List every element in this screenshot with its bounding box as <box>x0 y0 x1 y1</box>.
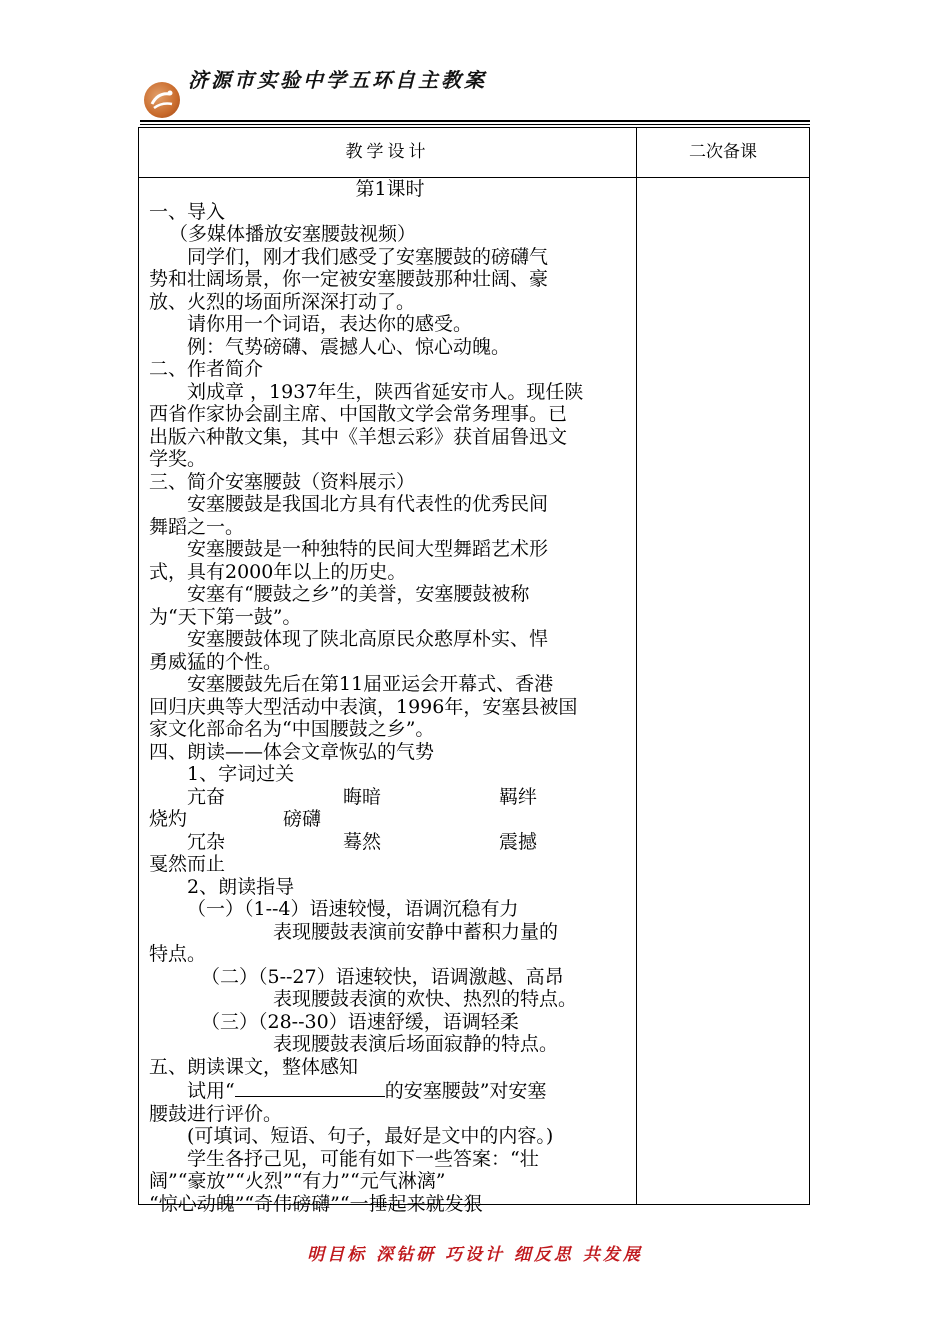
vocab-word: 蓦然 <box>343 830 382 853</box>
lesson-period: 第1课时 <box>355 178 425 200</box>
text-line: 学生各抒己见，可能有如下一些答案：“壮 <box>187 1147 539 1170</box>
section-heading: 三、简介安塞腰鼓（资料展示） <box>149 470 416 493</box>
text-line: 安塞腰鼓是我国北方具有代表性的优秀民间 <box>187 493 549 515</box>
lesson-table <box>138 127 810 1215</box>
text-line: 家文化部命名为“中国腰鼓之乡”。 <box>149 718 435 740</box>
text-line: 安塞腰鼓体现了陕北高原民众憨厚朴实、悍 <box>187 628 549 650</box>
section-heading: 四、朗读——体会文章恢弘的气势 <box>149 740 435 763</box>
section-heading: 五、朗读课文，整体感知 <box>149 1055 359 1078</box>
vocab-row <box>149 853 631 876</box>
text-line: 势和壮阔场景，你一定被安塞腰鼓那种壮阔、豪 <box>149 268 549 290</box>
text-line: 请你用一个词语，表达你的感受。 <box>187 313 473 335</box>
section-heading: 二、作者简介 <box>149 358 264 380</box>
text-line: 出版六种散文集，其中《羊想云彩》获首届鲁迅文 <box>149 425 568 448</box>
vocab-word: 磅礴 <box>283 808 322 830</box>
text-line: 回归庆典等大型活动中表演，1996年，安塞县被国 <box>149 695 578 718</box>
text-fragment: 试用“ <box>187 1080 235 1102</box>
text-line: 表现腰鼓表演的欢快、热烈的特点。 <box>273 988 578 1010</box>
text-line: 学奖。 <box>149 448 207 470</box>
vocab-row <box>149 786 631 809</box>
text-line: 安塞腰鼓先后在第11届亚运会开幕式、香港 <box>187 673 554 695</box>
school-logo-icon <box>144 82 180 118</box>
vocab-word: 冗杂 <box>187 830 226 853</box>
text-line: 1、字词过关 <box>187 763 295 785</box>
fill-in-blank <box>235 1078 385 1097</box>
vocab-word: 烧灼 <box>149 808 188 830</box>
text-line: 安塞有“腰鼓之乡”的美誉，安塞腰鼓被称 <box>187 583 530 605</box>
column-header-teaching-design: 教学设计 <box>345 142 430 162</box>
text-line: （一）（1--4）语速较慢，语调沉稳有力 <box>187 898 519 920</box>
vocab-row <box>149 808 631 831</box>
text-line: 西省作家协会副主席、中国散文学会常务理事。已 <box>149 403 568 425</box>
text-fragment: 的安塞腰鼓”对安塞 <box>384 1080 547 1102</box>
column-divider <box>636 128 637 1204</box>
text-line: 阔”“豪放”“火烈”“有力”“元气淋漓” <box>149 1170 446 1192</box>
text-line: 表现腰鼓表演后场面寂静的特点。 <box>273 1033 559 1055</box>
column-header-second-prep: 二次备课 <box>689 142 757 162</box>
text-line: 放、火烈的场面所深深打动了。 <box>149 290 416 313</box>
text-line: 勇威猛的个性。 <box>149 650 283 673</box>
header-rule-thick <box>140 120 810 122</box>
vocab-word: 震撼 <box>499 830 538 853</box>
fill-blank-line <box>149 1078 631 1103</box>
vocab-row <box>149 831 631 854</box>
text-line: 刘成章 ，1937年生，陕西省延安市人。现任陕 <box>187 380 584 403</box>
text-line: 同学们，刚才我们感受了安塞腰鼓的磅礴气 <box>187 245 549 268</box>
text-line: （二）（5--27）语速较快，语调激越、高昂 <box>201 965 564 988</box>
text-line: 2、朗读指导 <box>187 875 295 898</box>
vocab-word: 亢奋 <box>187 785 226 808</box>
teaching-design-content <box>149 178 631 1215</box>
page-header <box>140 62 810 126</box>
text-line: 特点。 <box>149 943 207 965</box>
text-line: （多媒体播放安塞腰鼓视频） <box>169 223 417 245</box>
text-line: 例：气势磅礴、震撼人心、惊心动魄。 <box>187 335 511 358</box>
vocab-word: 羁绊 <box>499 785 538 808</box>
header-rule-thin <box>140 124 810 125</box>
section-heading: 一、导入 <box>149 200 226 223</box>
text-line: (可填词、短语、句子，最好是文中的内容。) <box>187 1125 554 1147</box>
text-line: 腰鼓进行评价。 <box>149 1102 283 1125</box>
vocab-word: 晦暗 <box>343 785 382 808</box>
text-line: 为“天下第一鼓”。 <box>149 605 302 628</box>
text-line: 式，具有2000年以上的历史。 <box>149 560 407 583</box>
text-line: 舞蹈之一。 <box>149 515 245 538</box>
text-line: “惊心动魄”“奇伟磅礴”“一捶起来就发狠 <box>149 1192 483 1215</box>
footer-motto: 明目标 深钻研 巧设计 细反思 共发展 <box>307 1245 643 1265</box>
vocab-word: 戛然而止 <box>149 853 226 875</box>
text-line: 表现腰鼓表演前安静中蓄积力量的 <box>273 920 559 943</box>
text-line: （三）（28--30）语速舒缓，语调轻柔 <box>201 1010 519 1033</box>
text-line: 安塞腰鼓是一种独特的民间大型舞蹈艺术形 <box>187 538 549 560</box>
school-title: 济源市实验中学五环自主教案 <box>188 68 487 92</box>
